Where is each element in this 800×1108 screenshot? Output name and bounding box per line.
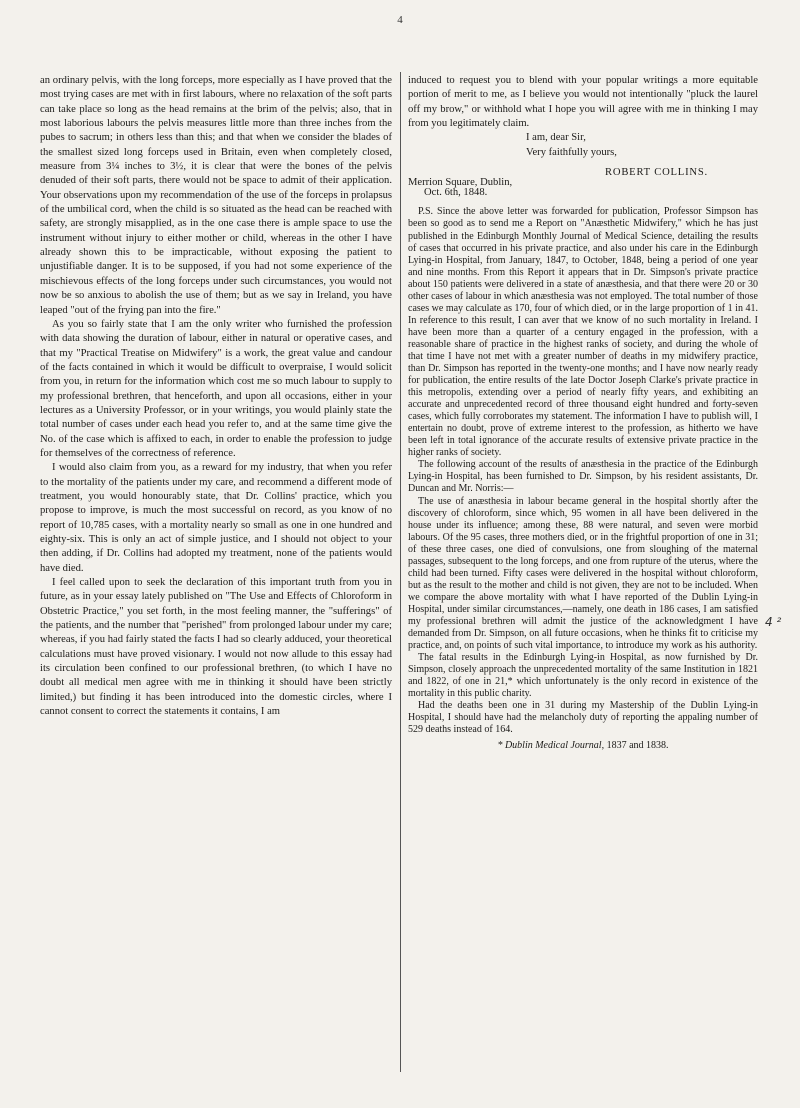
salutation: I am, dear Sir, [526,132,586,144]
letter-place: Merrion Square, Dublin, [408,177,513,189]
letter-date: Oct. 6th, 1848. [424,187,488,199]
footnote-years: 1837 and 1838. [604,740,669,752]
valediction: Very faithfully yours, [526,146,617,158]
postscript-paragraph-5: Had the deaths been one in 31 during my Mastership of the Dublin Lying-in Hospital, I should have had the melancholy duty of reporting the appaling number of 529 deaths instead of 164. [408,700,758,736]
left-paragraph-2: As you so fairly state that I am the only writer who furnished the profession with data showing the duration of labour, either in natural or operative cases, and that my "Practical Treatise on Midwifery" is a work, the great value and candour of the facts contained in which it would be difficult to overpraise, I would solicit from you, in return for the information which cost me so much labour to supply to my professional brethren, that henceforth, and upon all occasions, either in your lectures as a University Professor, or in your writings, you would plainly state the total number of cases under each head you refer to, and at the same time give the No. of the case which is affixed to each, in order to enable the profession to judge for themselves of the correctness of reference. [40,318,392,459]
footnote [408,740,758,752]
page-number: 4 [397,14,403,26]
footnote-source: * Dublin Medical Journal, [497,740,605,752]
left-paragraph-3: I would also claim from you, as a reward for my industry, that when you refer to the mortality of the patients under my care, and recommend a different mode of treatment, you would honourably state, that Dr. Collins' practice, which you propose to improve, is much the most successful on record, as you know of no report of 10,785 cases, with a mortality nearly so small as one in one hundred and eighty-six. This is only an act of simple justice, and I should not object to your then adding, if Dr. Collins had adopted my treatment, none of the patients would have died. [40,462,392,574]
postscript-paragraph-2: The following account of the results of anæsthesia in the practice of the Edinburgh Lying-in Hospital, has been furnished to Dr. Simpson, by his resident assistants, Dr. Duncan and Mr. Norris:— [408,459,758,495]
postscript-paragraph-4: The fatal results in the Edinburgh Lying-in Hospital, as now furnished by Dr. Simpson, closely approach the unprecedented mortality of the same Institution in 1821 and 1822, of one in 21,* which unfortunately is the only record in existence of the mortality in this public charity. [408,652,758,700]
postscript-paragraph-1: P.S. Since the above letter was forwarded for publication, Professor Simpson has been so good as to send me a Report on "Anæsthetic Midwifery," which he has just published in the Edinburgh Monthly Journal of Medical Science, detailing the results of cases that occurred in his private practice, and also under his care in the Edinburgh Lying-in Hospital, from January, 1847, to October, 1848, being a period of one year and nine months. From this Report it appears that in Dr. Simpson's private practice about 150 patients were delivered in a state of anæsthesia, and that there were 20 or 30 other cases of labour in which anæsthesia was not employed. The total number of those cases we may calculate as 170, four of which died, or in the large proportion of 1 in 41. In reference to this result, I can aver that we know of no such mortality in Ireland. I have been more than a quarter of a century engaged in the profession, with a reasonable share of practice in the highest ranks of society, and during the whole of that time I have not met with a greater number of deaths in my midwifery practice, than Dr. Simpson has reported in the twenty-one months; and I have now nearly ready for publication, the entire results of the late Doctor Joseph Clarke's private practice in this metropolis, extending over a period of nearly fifty years, and exhibiting an accurate and unprecedented record of three thousand eight hundred and forty-seven cases, which fully corroborates my statement. The information I have to publish will, I entertain no doubt, prove of extreme interest to the profession, as hitherto we have been left in total ignorance of the accurate results of extensive private practice in the higher ranks of society. [408,206,758,459]
handwritten-margin-note: 4 ² [765,615,782,629]
signature: ROBERT COLLINS. [605,167,708,179]
column-divider [400,72,401,1072]
right-column [408,74,758,753]
left-paragraph-1: an ordinary pelvis, with the long forceps, more especially as I have proved that the most trying cases are met with in first labours, where no relaxation of the soft parts can take place so long as the head remains at the brim of the pelvis; also, that in most laborious labours the pelvis measures little more than three inches from the pubes to sacrum; in others less than this; and that when we consider the blades of the smallest sized long forceps used in Britain, even when completely closed, measure from 3¼ inches to 3½, it is clear that were the bones of the pelvis denuded of their soft parts, there would not be space to admit of their application. Your observations upon my recommendation of the use of the forceps in prolapsus of the umbilical cord, when the child is so situated as the head can be reached with safety, are strongly misapplied, as in the one case there is ample space to use the instrument without injury to either mother or child, whereas in the other I have already shown this to be impracticable, without exposing the patient to unjustifiable danger. It is to be supposed, if you had not some experience of the mischievous effects of the long forceps under such circumstances, you would not now be so anxious to abolish the use of them; but as we say in Ireland, you have leaped "out of the frying pan into the fire." [40,75,392,316]
left-paragraph-4: I feel called upon to seek the declaration of this important truth from you in future, as in your essay lately published on "The Use and Effects of Chloroform in Obstetric Practice," you set forth, in the most feeling manner, the "sufferings" of the patients, and the number that "perished" from prolonged labour under my care; whereas, if you had fairly stated the facts I had so clearly adduced, your theoretical calculations must have proved visionary. I would not now allude to this essay had its circulation been confined to our professional brethren, (to which I have no doubt all medical men agree with me in thinking it should have been strictly limited,) but finding it has been introduced into the domestic circles, where I cannot consent to correct the statements it contains, I am [40,577,392,718]
letter-closing-paragraph: induced to request you to blend with your popular writings a more equitable portion of merit to me, as I believe you would not intentionally "pluck the laurel off my brow," or withhold what I hope you will agree with me in thinking I may from you legitimately claim. [408,75,758,130]
left-column [40,74,392,719]
postscript-paragraph-3: The use of anæsthesia in labour became general in the hospital shortly after the discovery of chloroform, since which, 95 women in all have been delivered in the house under its influence; among these, 88 were natural, and seven were morbid labours. Of the 95 cases, three mothers died, or in the frightful proportion of one in 31; of these three cases, one died of convulsions, one from sloughing of the maternal passages, subsequent to the long forceps, and one from rupture of the uterus, where the child had been turned. Fifty cases were delivered in the hospital without chloroform, but as the result to the mother and child is not given, they are not to be included. When we compare the above mortality with what I have reported of the Dublin Lying-in Hospital, under similar circumstances,—namely, one death in 186 cases, I am satisfied my professional brethren will admit the justice of the acknowledgment I have demanded from Dr. Simpson, on all future occasions, when he thinks fit to criticise my practice, and, on points of such vital importance, to introduce my work as his authority. [408,495,758,652]
signature-block [408,160,758,189]
postscript [408,206,758,752]
